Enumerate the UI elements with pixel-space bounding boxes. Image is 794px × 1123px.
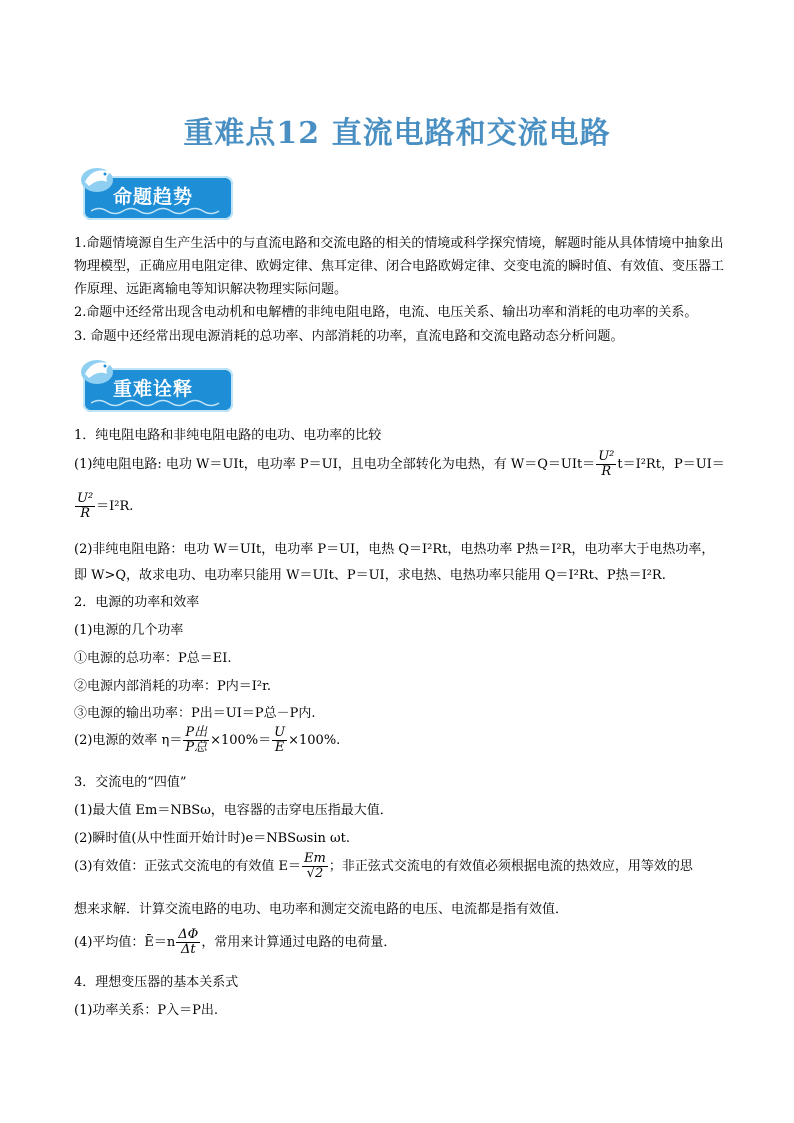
non-pure-line-1: (2)非纯电阻电路：电功 W＝UIt，电功率 P＝UI，电热 Q＝I²Rt，电热功率 P热＝I²R，电功率大于电热功率， [74, 542, 715, 557]
section-badge-trend [77, 168, 235, 226]
trend-item-1: 1.命题情境源自生产生活中的与直流电路和交流电路的相关的情境或科学探究情境，解题时能从具体情境中抽象出物理模型，正确应用电阻定律、欧姆定律、焦耳定律、闭合电路欧姆定律、交变电流的瞬时值、有效值、变压器工作原理、远距离输电等知识解决物理实际问题。 [74, 236, 725, 297]
text: ＝I²R. [96, 499, 134, 514]
trend-item-2: 2.命题中还经常出现含电动机和电解槽的非纯电阻电路，电流、电压关系、输出功率和消耗的电功率的关系。 [74, 305, 698, 320]
power-relation: (1)功率关系：P入＝P出. [74, 1003, 219, 1018]
text: (2)电源的效率 η＝ [74, 733, 183, 748]
numerator: P出 [185, 725, 208, 740]
heading-3: 3．交流电的“四值” [74, 775, 187, 790]
denominator: Δt [180, 942, 196, 957]
fraction [75, 492, 95, 521]
badge-label: 重难诠释 [113, 378, 194, 400]
instant-value: (2)瞬时值(从中性面开始计时)e＝NBSωsin ωt. [74, 831, 350, 846]
fraction [183, 726, 209, 755]
max-value: (1)最大值 Em＝NBSω，电容器的击穿电压指最大值． [74, 803, 393, 818]
text: (1)纯电阻电路: 电功 W＝UIt，电功率 P＝UI，且电功全部转化为电热，有 W＝Q＝UIt＝ [74, 457, 596, 472]
numerator: U² [598, 449, 615, 464]
heading-2: 2．电源的功率和效率 [74, 595, 200, 610]
pure-resistor-line-2 [74, 492, 133, 521]
text: ×100%＝ [210, 733, 272, 748]
section-badge-explain [77, 360, 235, 418]
fraction [176, 928, 200, 957]
non-pure-line-2: 即 W>Q，故求电功、电功率只能用 W＝UIt、P＝UI，求电热、电热功率只能用 Q＝I²Rt、P热＝I²R. [74, 568, 666, 583]
numerator: Em [304, 851, 326, 866]
effective-value-line [74, 852, 693, 881]
text: ，常用来计算通过电路的电荷量． [201, 935, 397, 950]
power-intro: (1)电源的几个功率 [74, 623, 184, 638]
fraction [272, 726, 287, 755]
denominator: R [80, 506, 90, 521]
text: (4)平均值：Ē＝n [74, 935, 176, 950]
text: ；非正弦式交流电的有效值必须根据电流的热效应，用等效的思 [328, 859, 693, 874]
fraction [302, 852, 328, 881]
effective-value-line-2: 想来求解．计算交流电路的电功、电功率和测定交流电路的电压、电流都是指有效值． [74, 902, 569, 917]
text: (3)有效值：正弦式交流电的有效值 E＝ [74, 859, 302, 874]
internal-power: ②电源内部消耗的功率：P内＝I²r. [74, 679, 272, 694]
denominator: R [601, 464, 612, 479]
page-title: 重难点12 直流电路和交流电路 [183, 116, 611, 151]
numerator: U² [77, 491, 94, 506]
average-value-line [74, 928, 396, 957]
denominator: √2 [306, 866, 324, 881]
numerator: ΔΦ [178, 927, 199, 942]
fraction [596, 450, 616, 479]
heading-4: 4．理想变压器的基本关系式 [74, 975, 239, 990]
text: ×100%. [288, 733, 341, 748]
heading-1: 1．纯电阻电路和非纯电阻电路的电功、电功率的比较 [74, 428, 382, 443]
total-power: ①电源的总功率：P总＝EI. [74, 651, 232, 666]
trend-item-3: 3. 命题中还经常出现电源消耗的总功率、内部消耗的功率，直流电路和交流电路动态分析问题。 [74, 329, 624, 344]
badge-label: 命题趋势 [113, 186, 194, 208]
denominator: P总 [185, 740, 208, 755]
text: t＝I²Rt，P＝UI＝ [617, 457, 725, 472]
output-power: ③电源的输出功率：P出＝UI＝P总－P内. [74, 706, 316, 721]
numerator: U [274, 725, 286, 740]
denominator: E [274, 740, 285, 755]
efficiency-line [74, 726, 340, 755]
pure-resistor-line-1 [74, 450, 725, 479]
